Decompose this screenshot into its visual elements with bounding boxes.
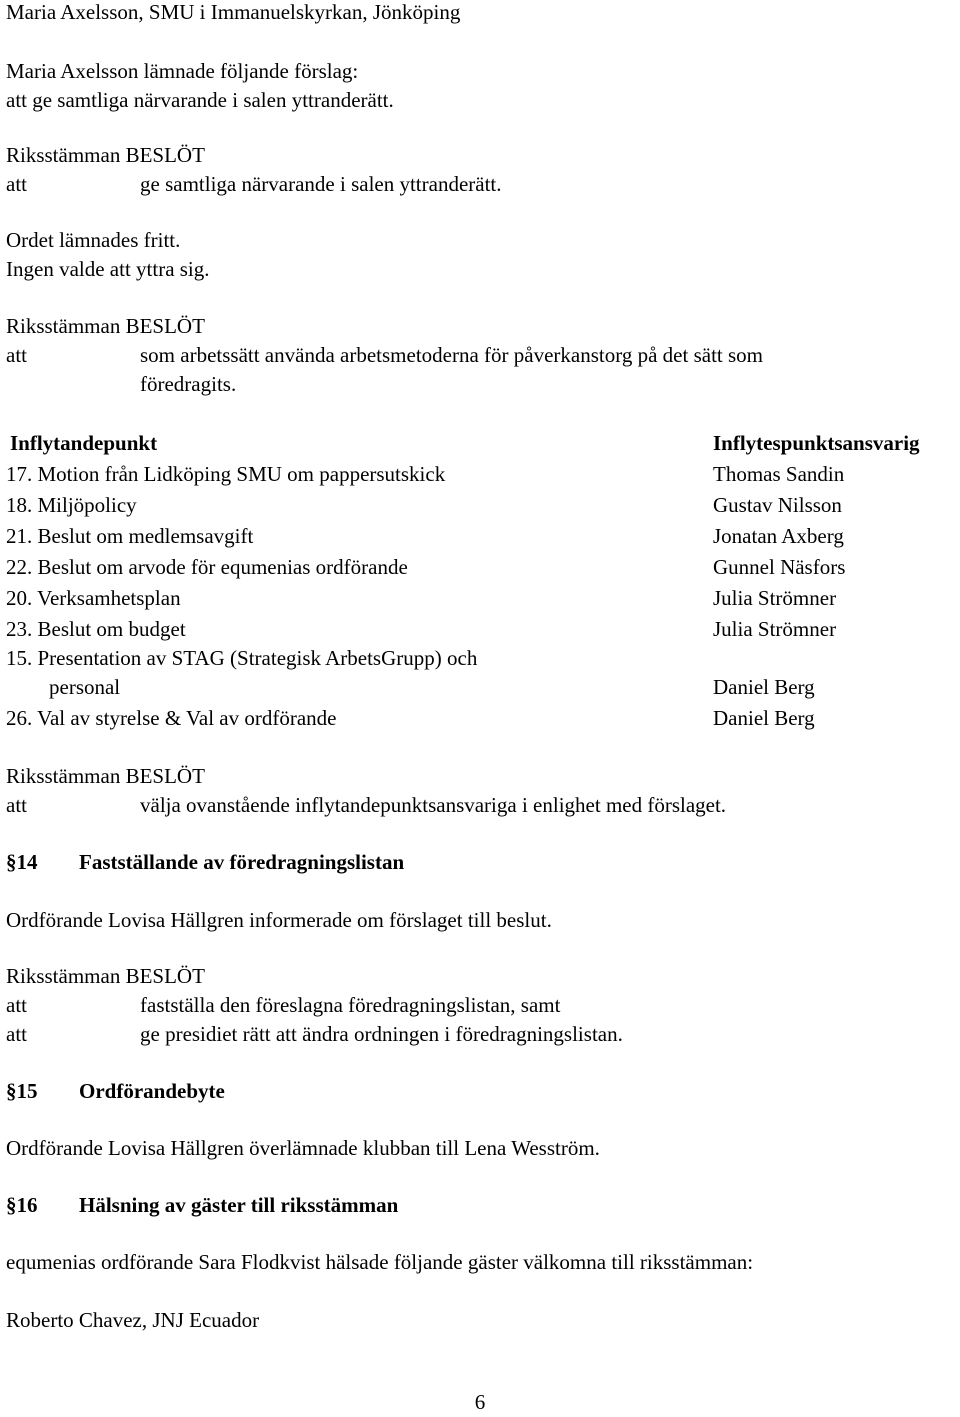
section-body: equmenias ordförande Sara Flodkvist hälsade följande gäster välkomna till riksstämman:: [6, 1250, 754, 1274]
section-number: §16: [6, 1193, 38, 1217]
decision-heading: Riksstämman BESLÖT: [6, 964, 205, 988]
row-item: 21. Beslut om medlemsavgift: [6, 524, 254, 548]
row-item: 26. Val av styrelse & Val av ordförande: [6, 706, 337, 730]
section-number: §15: [6, 1079, 38, 1103]
decision-heading: Riksstämman BESLÖT: [6, 764, 205, 788]
row-person: Julia Strömner: [713, 586, 837, 610]
row-item: 22. Beslut om arvode för equmenias ordförande: [6, 555, 408, 579]
row-person: Gustav Nilsson: [713, 493, 842, 517]
row-person: Jonatan Axberg: [713, 524, 844, 548]
page-number: 6: [474, 1390, 486, 1414]
decision-text: välja ovanstående inflytandepunktsansvariga i enlighet med förslaget.: [140, 793, 727, 817]
att-label: att: [6, 172, 27, 196]
decision-heading: Riksstämman BESLÖT: [6, 314, 205, 338]
section-body: Ordförande Lovisa Hällgren informerade om förslaget till beslut.: [6, 908, 552, 932]
table-row: [6, 491, 960, 520]
table-row: [6, 644, 960, 702]
decision-text-line-1: som arbetssätt använda arbetsmetoderna för påverkanstorg på det sätt som: [140, 343, 763, 367]
table-row: [6, 553, 960, 582]
row-item: 20. Verksamhetsplan: [6, 586, 181, 610]
att-label: att: [6, 1022, 27, 1046]
table-row: [6, 460, 960, 489]
decision-text-line-2: föredragits.: [140, 372, 237, 396]
column-header-person: Inflytespunktsansvarig: [713, 431, 920, 455]
decision-clause: [6, 170, 956, 199]
att-label: att: [6, 343, 27, 367]
guest-line: Roberto Chavez, JNJ Ecuador: [6, 1308, 260, 1332]
table-row: [6, 704, 960, 733]
decision-clause: [6, 991, 956, 1049]
row-item-continued: personal: [49, 675, 121, 699]
table-header: [6, 429, 960, 458]
decision-text: ge samtliga närvarande i salen yttranderätt.: [140, 172, 502, 196]
section-title: Ordförandebyte: [79, 1079, 225, 1103]
proposal-text: att ge samtliga närvarande i salen yttranderätt.: [6, 88, 394, 112]
row-item: 18. Miljöpolicy: [6, 493, 137, 517]
row-person: Daniel Berg: [713, 675, 815, 699]
section-body: Ordförande Lovisa Hällgren överlämnade klubban till Lena Wesström.: [6, 1136, 600, 1160]
att-label: att: [6, 793, 27, 817]
decision-clause: [6, 341, 956, 399]
decision-heading: Riksstämman BESLÖT: [6, 143, 205, 167]
section-title: Hälsning av gäster till riksstämman: [79, 1193, 399, 1217]
row-person: Julia Strömner: [713, 617, 837, 641]
decision-text: fastställa den föreslagna föredragningslistan, samt: [140, 993, 561, 1017]
speaker-line: Maria Axelsson, SMU i Immanuelskyrkan, Jönköping: [6, 0, 461, 24]
column-header-item: Inflytandepunkt: [10, 431, 158, 455]
section-title: Fastställande av föredragningslistan: [79, 850, 405, 874]
proposal-intro: Maria Axelsson lämnade följande förslag:: [6, 59, 359, 83]
table-row: [6, 615, 960, 644]
section-number: §14: [6, 850, 38, 874]
table-row: [6, 584, 960, 613]
row-person: Daniel Berg: [713, 706, 815, 730]
row-item: 17. Motion från Lidköping SMU om pappersutskick: [6, 462, 446, 486]
section-heading: [6, 1191, 956, 1220]
influence-table: [6, 429, 960, 729]
floor-line-2: Ingen valde att yttra sig.: [6, 257, 210, 281]
table-row: [6, 522, 960, 551]
section-heading: [6, 848, 956, 877]
floor-line-1: Ordet lämnades fritt.: [6, 228, 181, 252]
row-person: Thomas Sandin: [713, 462, 845, 486]
decision-clause: [6, 791, 956, 820]
row-item: 23. Beslut om budget: [6, 617, 186, 641]
row-item: 15. Presentation av STAG (Strategisk ArbetsGrupp) och: [6, 646, 478, 670]
decision-text: ge presidiet rätt att ändra ordningen i föredragningslistan.: [140, 1022, 623, 1046]
att-label: att: [6, 993, 27, 1017]
section-heading: [6, 1077, 956, 1106]
row-person: Gunnel Näsfors: [713, 555, 846, 579]
